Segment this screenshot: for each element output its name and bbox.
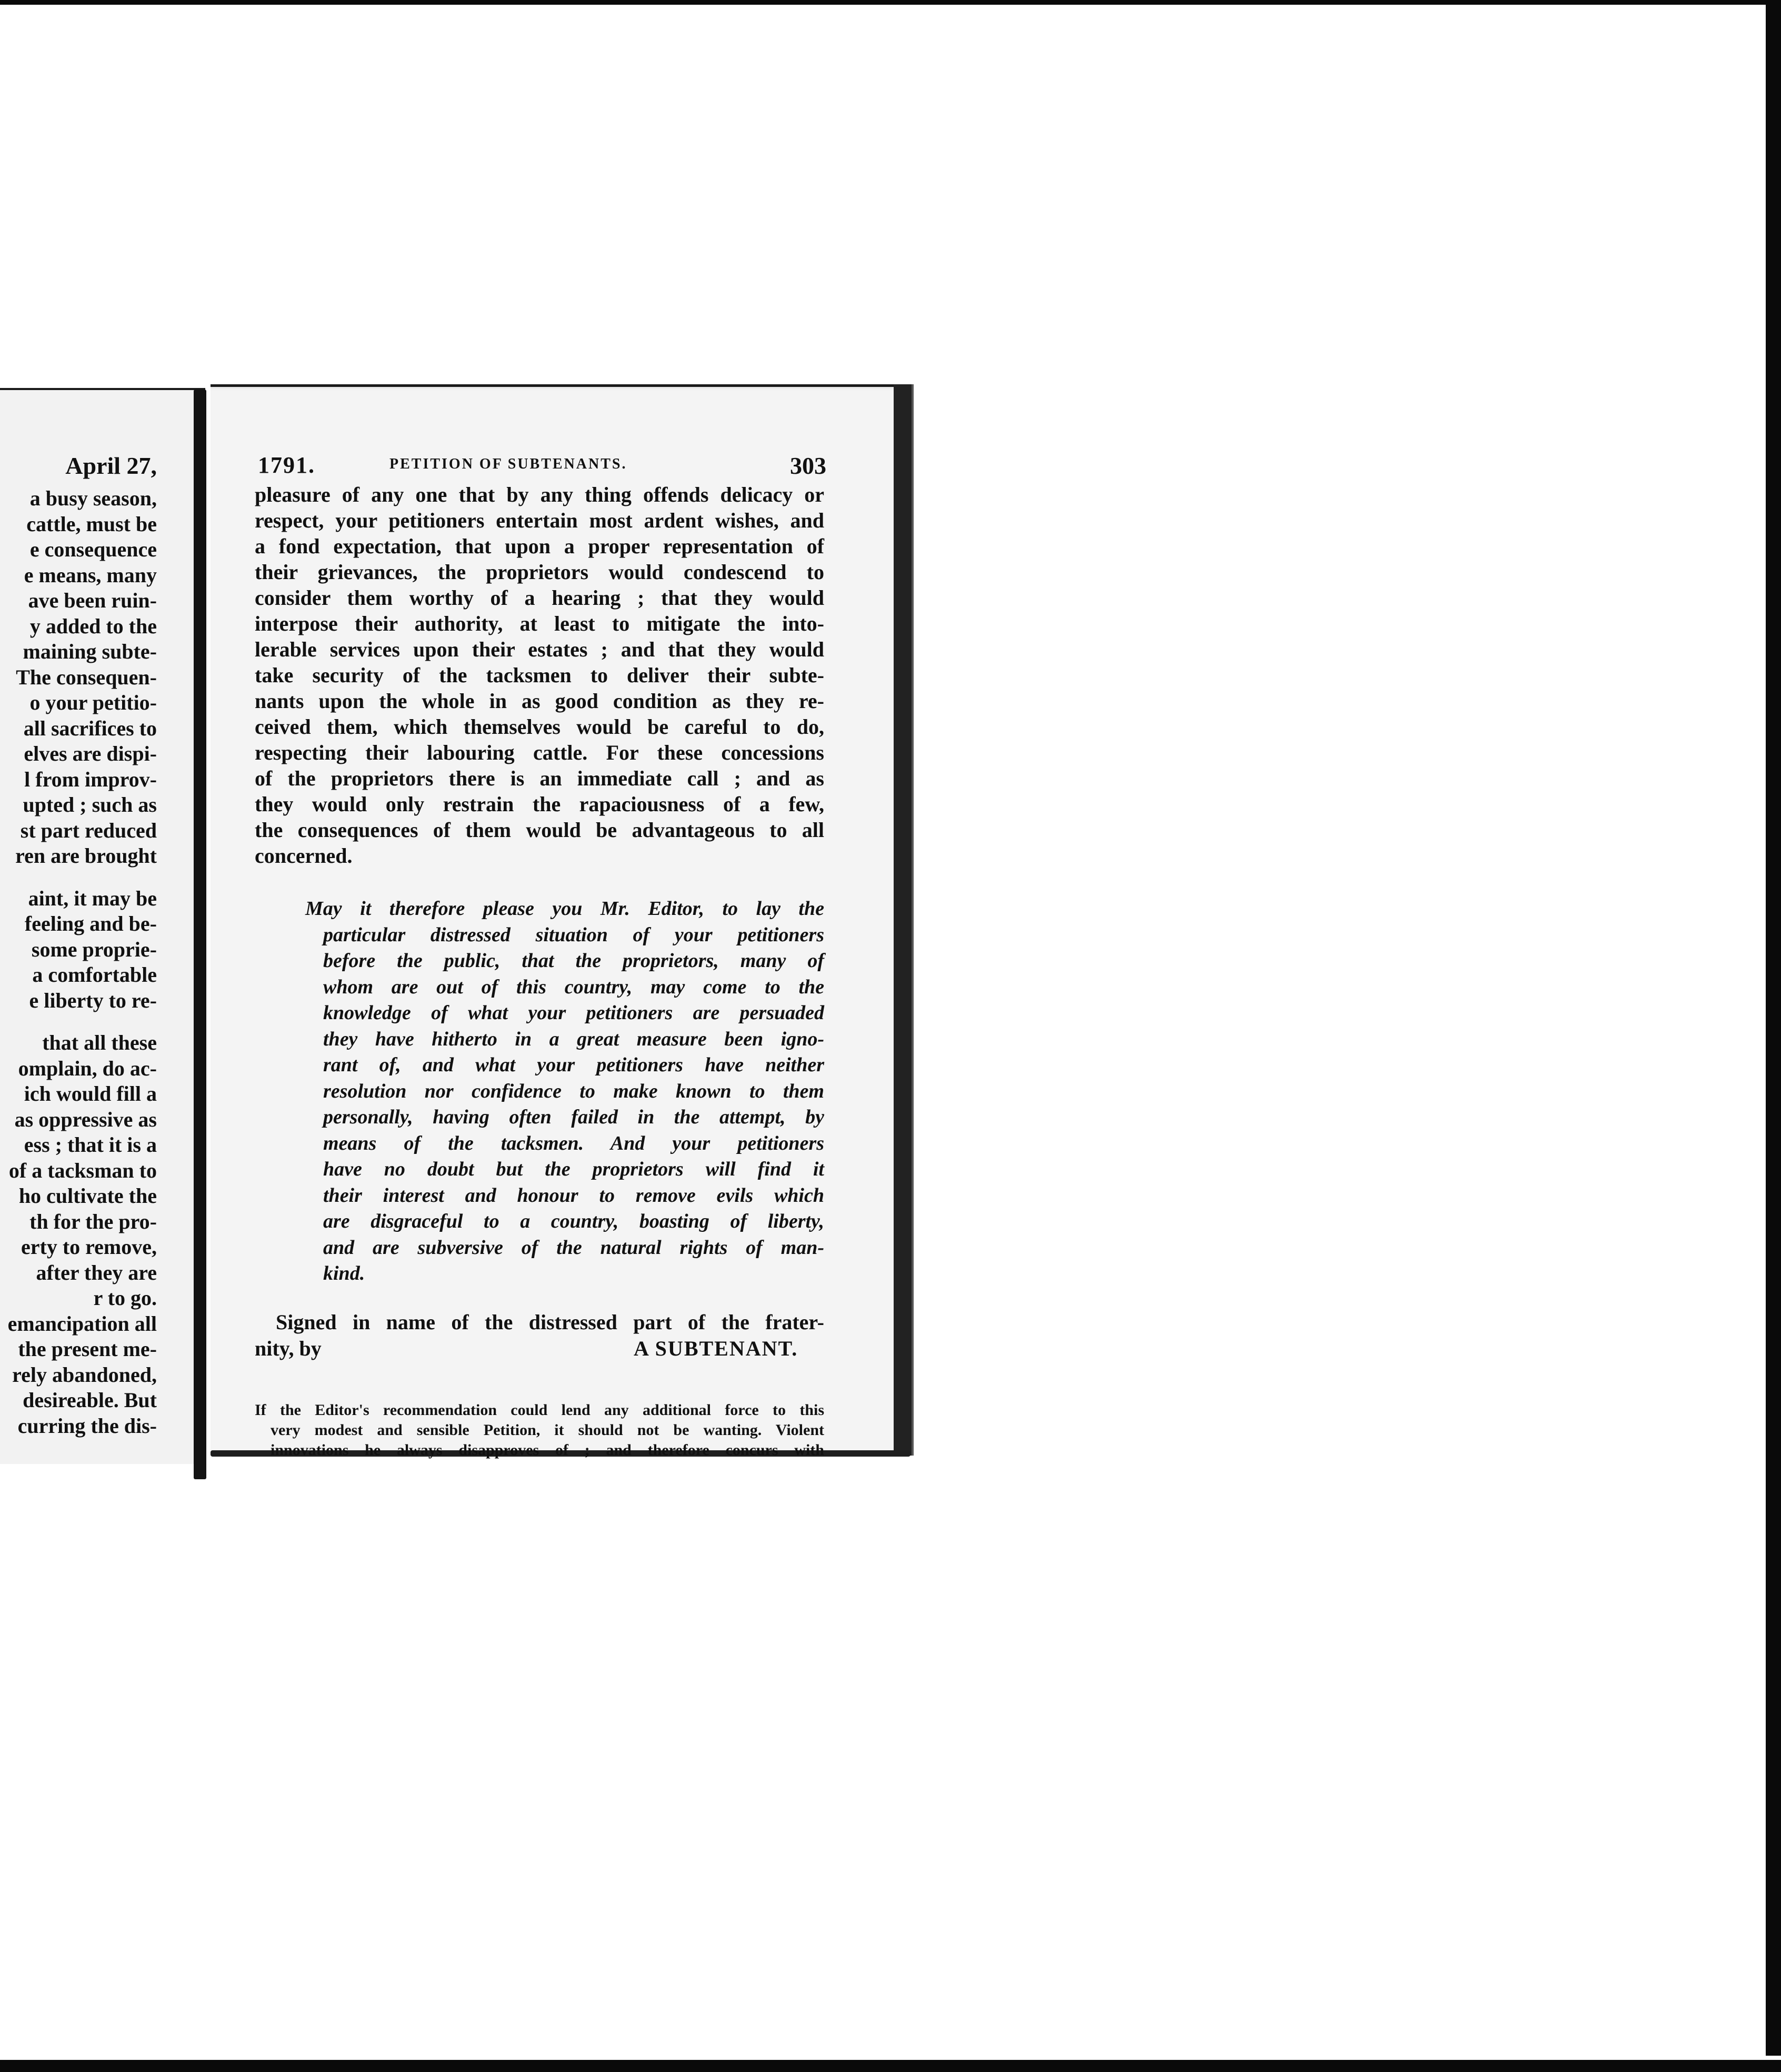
left-page-line: a busy season, xyxy=(29,486,157,510)
left-page-line: all sacrifices to xyxy=(23,716,157,740)
petition-line: and are subversive of the natural rights of man- xyxy=(323,1236,824,1259)
body-line: lerable services upon their estates ; and that they would xyxy=(255,637,824,661)
left-page-line: maining subte- xyxy=(23,640,157,663)
editor-note xyxy=(255,1400,824,1460)
left-page-line: a comfortable xyxy=(32,963,157,987)
body-line: take security of the tacksmen to deliver their subte- xyxy=(255,663,824,687)
petition-line: they have hitherto in a great measure been igno- xyxy=(323,1028,824,1050)
note-line: very modest and sensible Petition, it should not be wanting. Violent xyxy=(271,1421,824,1439)
left-page-line: ren are brought xyxy=(15,844,157,868)
left-page-line: ess ; that it is a xyxy=(24,1133,157,1157)
left-page-line: upted ; such as xyxy=(23,793,157,816)
note-line: innovations he always disapproves of ; and therefore concurs with xyxy=(271,1441,824,1459)
left-page-line: th for the pro- xyxy=(29,1209,157,1233)
signature-name: A SUBTENANT. xyxy=(634,1337,798,1360)
book-spine xyxy=(194,390,206,1479)
petition-paragraph xyxy=(255,896,824,1287)
header-year: 1791. xyxy=(258,452,315,478)
page-edge xyxy=(894,384,914,1456)
left-page-line: e means, many xyxy=(24,563,157,587)
signed-line: Signed in name of the distressed part of the frater- xyxy=(276,1310,824,1334)
left-page-line: The consequen- xyxy=(16,665,157,689)
body-line: nants upon the whole in as good condition as they re- xyxy=(255,689,824,713)
signed-line-2 xyxy=(255,1336,824,1362)
body-line: interpose their authority, at least to mitigate the into- xyxy=(255,612,824,635)
petition-line: knowledge of what your petitioners are persuaded xyxy=(323,1002,824,1024)
petition-line: are disgraceful to a country, boasting of liberty, xyxy=(323,1210,824,1232)
body-line: of the proprietors there is an immediate call ; and as xyxy=(255,766,824,790)
body-line: concerned. xyxy=(255,844,353,868)
petition-line: have no doubt but the proprietors will find it xyxy=(323,1158,824,1180)
petition-line: kind. xyxy=(323,1262,365,1284)
left-page-line: erty to remove, xyxy=(21,1235,157,1259)
left-page-line: feeling and be- xyxy=(24,912,157,935)
body-line: respect, your petitioners entertain most ardent wishes, and xyxy=(255,509,824,532)
petition-line: before the public, that the proprietors, many of xyxy=(323,950,824,972)
left-page-line: curring the dis- xyxy=(17,1413,157,1438)
left-page-line: emancipation all xyxy=(7,1311,157,1336)
petition-line: resolution nor confidence to make known to them xyxy=(323,1080,824,1102)
petition-line: personally, having often failed in the attempt, by xyxy=(323,1106,824,1128)
signed-prefix: nity, by xyxy=(255,1337,322,1360)
petition-line: means of the tacksmen. And your petitioners xyxy=(323,1132,824,1154)
left-page-line: l from improv- xyxy=(24,767,157,791)
left-page-line: e liberty to re- xyxy=(29,988,157,1012)
left-page-header: April 27, xyxy=(65,452,157,479)
note-line: If the Editor's recommendation could lend any additional force to this xyxy=(255,1401,824,1419)
body-line: consider them worthy of a hearing ; that they would xyxy=(255,586,824,610)
petition-line: particular distressed situation of your petitioners xyxy=(323,923,824,946)
left-page-line: some proprie- xyxy=(31,937,157,961)
left-page-line: e consequence xyxy=(29,537,157,561)
petition-line: their interest and honour to remove evils which xyxy=(323,1184,824,1207)
left-page-line: y added to the xyxy=(29,614,157,638)
body-line: ceived them, which themselves would be careful to do, xyxy=(255,715,824,739)
running-header xyxy=(258,452,826,483)
petition-line: whom are out of this country, may come to the xyxy=(323,975,824,998)
left-page-line: of a tacksman to xyxy=(8,1158,157,1182)
signature-block xyxy=(255,1309,824,1362)
page-number: 303 xyxy=(790,452,826,479)
body-line: the consequences of them would be advantageous to all xyxy=(255,818,824,842)
body-line: they would only restrain the rapaciousness of a few, xyxy=(255,792,824,816)
petition-line: May it therefore please you Mr. Editor, to lay the xyxy=(305,898,824,920)
body-line: respecting their labouring cattle. For these concessions xyxy=(255,741,824,764)
left-page-line: as oppressive as xyxy=(14,1107,157,1131)
left-page-line: cattle, must be xyxy=(26,512,157,536)
left-page-line: ich would fill a xyxy=(24,1082,157,1105)
left-page-line: rely abandoned, xyxy=(12,1362,157,1387)
scan-border-gap xyxy=(0,2056,1781,2060)
left-page-line: the present me- xyxy=(18,1337,157,1361)
body-line: pleasure of any one that by any thing offends delicacy or xyxy=(255,483,824,506)
petition-line: rant of, and what your petitioners have neither xyxy=(323,1054,824,1076)
left-page-line: omplain, do ac- xyxy=(18,1056,157,1080)
scan-border-right xyxy=(1766,0,1781,2072)
header-title: PETITION OF SUBTENANTS. xyxy=(389,456,627,472)
left-page-line: ave been ruin- xyxy=(28,589,157,612)
left-page-line: that all these xyxy=(42,1031,157,1054)
left-page-line: o your petitio- xyxy=(29,691,157,714)
left-page-line: aint, it may be xyxy=(28,886,157,910)
left-page-line: ho cultivate the xyxy=(18,1184,157,1208)
left-page-line: elves are dispi- xyxy=(24,742,157,765)
body-line: their grievances, the proprietors would condescend to xyxy=(255,560,824,584)
left-page-line: after they are xyxy=(36,1260,157,1284)
body-paragraph xyxy=(255,482,824,869)
left-page-line: st part reduced xyxy=(20,818,157,842)
body-line: a fond expectation, that upon a proper representation of xyxy=(255,534,824,558)
left-page xyxy=(0,388,205,1464)
left-page-line: desireable. But xyxy=(23,1388,157,1412)
left-page-line: r to go. xyxy=(93,1286,157,1310)
scan-border-top xyxy=(0,0,1781,5)
